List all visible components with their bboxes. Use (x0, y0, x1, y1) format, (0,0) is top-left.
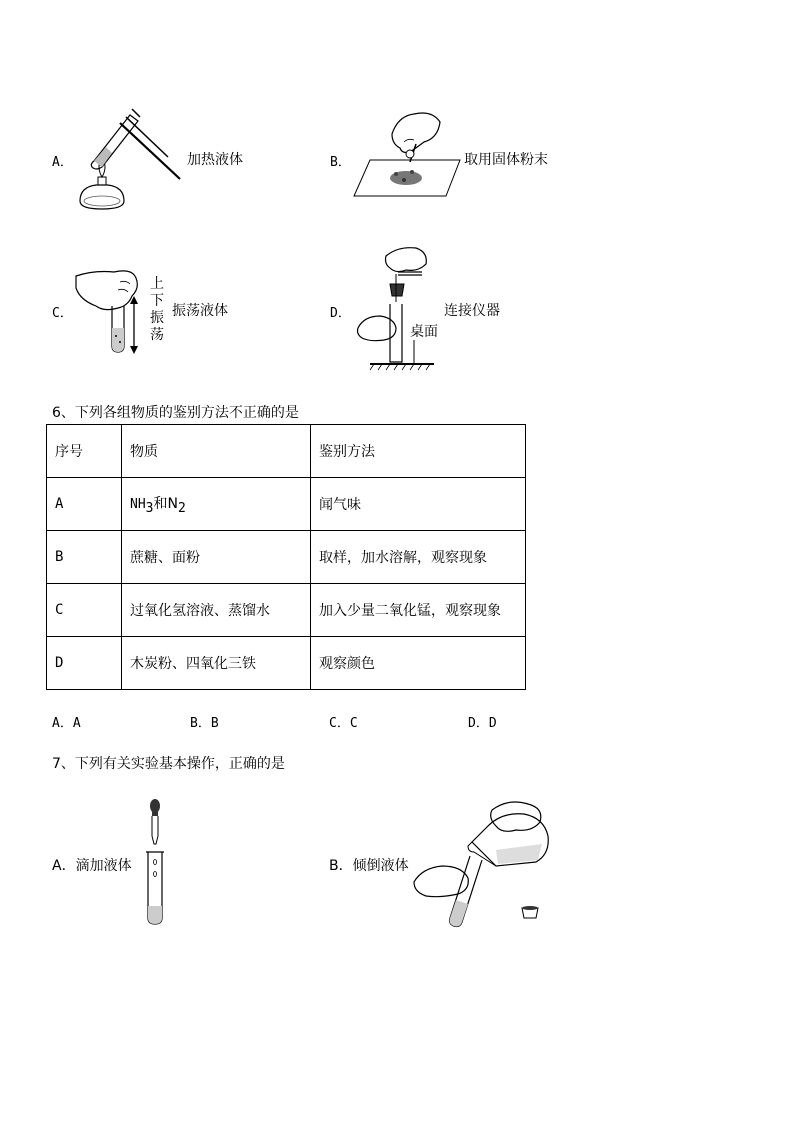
formula-sub-2: 2 (177, 500, 186, 516)
row-substance: 木炭粉、四氧化三铁 (122, 637, 311, 690)
header-id: 序号 (47, 425, 122, 478)
row-method: 观察颜色 (311, 637, 526, 690)
option-b-pour-caption: B．倾倒液体 (329, 858, 409, 874)
row-method: 闻气味 (311, 478, 526, 531)
arrow-text-shake-1: 振 (150, 310, 164, 326)
shake-direction-label (150, 276, 166, 344)
answer-choice-d[interactable]: D．D (468, 716, 497, 731)
row-id: B (47, 531, 122, 584)
formula-sub-3: 3 (145, 500, 154, 516)
option-a-letter: A． (52, 155, 73, 170)
option-c-letter: C． (52, 306, 73, 321)
pouring-liquid-illustration (412, 800, 552, 928)
formula-nh: NH (130, 496, 146, 512)
table-row (47, 584, 526, 637)
table-row (47, 531, 526, 584)
header-method: 鉴别方法 (311, 425, 526, 478)
taking-powder-illustration (352, 108, 462, 198)
table-row (47, 478, 526, 531)
desk-label: 桌面 (410, 324, 438, 340)
answer-choice-b[interactable]: B．B (190, 716, 219, 731)
option-c-caption: 振荡液体 (172, 303, 228, 319)
row-substance: 蔗糖、面粉 (122, 531, 311, 584)
row-method: 取样，加水溶解，观察现象 (311, 531, 526, 584)
dropping-liquid-illustration (140, 798, 170, 926)
row-substance: 过氧化氢溶液、蒸馏水 (122, 584, 311, 637)
question-7-title: 7、下列有关实验基本操作，正确的是 (52, 756, 285, 772)
table-row (47, 637, 526, 690)
table-header-row (47, 425, 526, 478)
question-6-title: 6、下列各组物质的鉴别方法不正确的是 (52, 405, 299, 421)
option-a-caption: 加热液体 (187, 152, 243, 168)
option-d-letter: D． (330, 306, 351, 321)
answer-choice-c[interactable]: C．C (329, 716, 358, 731)
arrow-text-down: 下 (150, 293, 164, 309)
connecting-instruments-illustration (356, 244, 436, 372)
formula-and-n: 和N (153, 495, 178, 512)
up-down-arrow-icon (128, 296, 140, 354)
arrow-text-up: 上 (150, 276, 164, 292)
option-b-caption: 取用固体粉末 (464, 152, 548, 168)
row-id: C (47, 584, 122, 637)
row-substance (122, 478, 311, 531)
arrow-text-shake-2: 荡 (150, 327, 164, 343)
row-id: A (47, 478, 122, 531)
heating-liquid-illustration (72, 105, 184, 217)
identification-methods-table (46, 424, 526, 690)
header-substance: 物质 (122, 425, 311, 478)
option-b-letter: B． (330, 155, 351, 170)
row-id: D (47, 637, 122, 690)
answer-choice-a[interactable]: A．A (52, 716, 81, 731)
option-d-caption: 连接仪器 (444, 303, 500, 319)
row-method: 加入少量二氧化锰，观察现象 (311, 584, 526, 637)
option-a-drip-caption: A．滴加液体 (52, 858, 132, 874)
